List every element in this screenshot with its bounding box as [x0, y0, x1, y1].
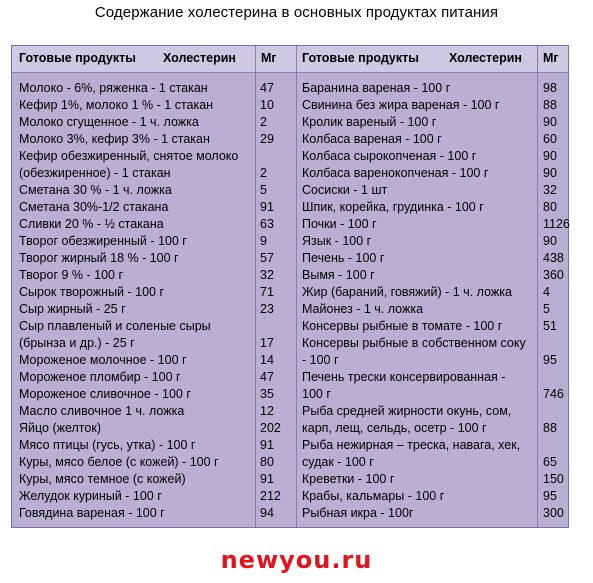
cholesterol-value	[543, 437, 570, 454]
product-name: судак - 100 г	[302, 455, 374, 469]
cholesterol-value: 10	[260, 98, 274, 112]
cholesterol-value: 47	[260, 370, 274, 384]
product-name: Творог 9 % - 100 г	[19, 268, 124, 282]
cholesterol-value: 47	[260, 81, 274, 95]
cholesterol-value	[543, 369, 570, 386]
cholesterol-value	[260, 148, 281, 165]
product-name: Вымя - 100 г	[302, 268, 375, 282]
cholesterol-value: 4	[543, 285, 550, 299]
cholesterol-value: 29	[260, 132, 274, 146]
right-mg-column	[543, 80, 570, 522]
product-name: Колбаса сырокопченая - 100 г	[302, 149, 477, 163]
product-name: Жир (бараний, говяжий) - 1 ч. ложка	[302, 285, 512, 299]
right-product-column	[302, 80, 526, 522]
product-name: Желудок куриный - 100 г	[19, 489, 162, 503]
product-name: Рыба средней жирности окунь, сом,	[302, 404, 512, 418]
cholesterol-value: 90	[543, 115, 557, 129]
product-name: Творог обезжиренный - 100 г	[19, 234, 187, 248]
product-name: Куры, мясо темное (с кожей)	[19, 472, 186, 486]
product-name: Консервы рыбные в собственном соку	[302, 336, 526, 350]
header-right-cholesterol: Холестерин	[449, 51, 522, 65]
cholesterol-value: 12	[260, 404, 274, 418]
cholesterol-value: 9	[260, 234, 267, 248]
product-name: Кефир обезжиренный, снятое молоко	[19, 149, 239, 163]
cholesterol-value: 2	[260, 115, 267, 129]
product-name: Яйцо (желток)	[19, 421, 101, 435]
page-title: Содержание холестерина в основных продуктах питания	[94, 4, 499, 21]
header-right-product: Готовые продукты	[302, 51, 419, 65]
cholesterol-value: 90	[543, 149, 557, 163]
cholesterol-value: 5	[543, 302, 550, 316]
cholesterol-value: 88	[543, 98, 557, 112]
product-name: Почки - 100 г	[302, 217, 377, 231]
cholesterol-value: 80	[543, 200, 557, 214]
product-name: Говядина вареная - 100 г	[19, 506, 165, 520]
product-name: Майонез - 1 ч. ложка	[302, 302, 424, 316]
product-name: Мороженое молочное - 100 г	[19, 353, 187, 367]
product-name: Рыба нежирная – треска, навага, хек,	[302, 438, 521, 452]
cholesterol-value: 300	[543, 506, 564, 520]
product-name: Масло сливочное 1 ч. ложка	[19, 404, 185, 418]
cholesterol-value: 23	[260, 302, 274, 316]
product-name: Колбаса варенокопченая - 100 г	[302, 166, 489, 180]
site-logo: newyou.ru	[220, 546, 373, 574]
product-name: Мясо птицы (гусь, утка) - 100 г	[19, 438, 196, 452]
product-name: Сливки 20 % - ½ стакана	[19, 217, 164, 231]
cholesterol-value: 71	[260, 285, 274, 299]
product-name: Кефир 1%, молоко 1 % - 1 стакан	[19, 98, 214, 112]
product-name: Шпик, корейка, грудинка - 100 г	[302, 200, 484, 214]
cholesterol-value: 1126	[543, 217, 570, 231]
cholesterol-value: 32	[260, 268, 274, 282]
product-name: Мороженое пломбир - 100 г	[19, 370, 181, 384]
product-name: Сосиски - 1 шт	[302, 183, 388, 197]
cholesterol-value: 32	[543, 183, 557, 197]
product-name: Куры, мясо белое (с кожей) - 100 г	[19, 455, 219, 469]
cholesterol-value: 91	[260, 472, 274, 486]
cholesterol-value: 60	[543, 132, 557, 146]
cholesterol-value: 438	[543, 251, 564, 265]
product-name: Консервы рыбные в томате - 100 г	[302, 319, 503, 333]
product-name: 100 г	[302, 387, 331, 401]
cholesterol-value: 90	[543, 166, 557, 180]
cholesterol-value: 2	[260, 166, 267, 180]
cholesterol-value: 35	[260, 387, 274, 401]
column-divider	[537, 46, 538, 527]
header-right-mg: Мг	[543, 51, 559, 65]
cholesterol-value: 98	[543, 81, 557, 95]
product-name: Свинина без жира вареная - 100 г	[302, 98, 500, 112]
product-name: Сырок творожный - 100 г	[19, 285, 165, 299]
product-name: Молоко сгущенное - 1 ч. ложка	[19, 115, 199, 129]
product-name: - 100 г	[302, 353, 339, 367]
product-name: Молоко - 6%, ряженка - 1 стакан	[19, 81, 208, 95]
product-name: Кролик вареный - 100 г	[302, 115, 437, 129]
left-product-column	[19, 80, 238, 522]
cholesterol-value: 65	[543, 455, 557, 469]
product-name: Молоко 3%, кефир 3% - 1 стакан	[19, 132, 210, 146]
cholesterol-value: 360	[543, 268, 564, 282]
product-name: Язык - 100 г	[302, 234, 372, 248]
cholesterol-value: 5	[260, 183, 267, 197]
header-left-cholesterol: Холестерин	[163, 51, 236, 65]
cholesterol-value: 94	[260, 506, 274, 520]
header-left-product: Готовые продукты	[19, 51, 136, 65]
cholesterol-value: 14	[260, 353, 274, 367]
cholesterol-value: 88	[543, 421, 557, 435]
cholesterol-value: 63	[260, 217, 274, 231]
cholesterol-value: 80	[260, 455, 274, 469]
cholesterol-value: 57	[260, 251, 274, 265]
header-left-mg: Мг	[261, 51, 277, 65]
column-divider	[296, 46, 297, 527]
cholesterol-value: 95	[543, 353, 557, 367]
product-name: Творог жирный 18 % - 100 г	[19, 251, 179, 265]
cholesterol-value: 91	[260, 438, 274, 452]
product-name: (обезжиренное) - 1 стакан	[19, 166, 171, 180]
product-name: Сметана 30%-1/2 стакана	[19, 200, 169, 214]
cholesterol-value: 91	[260, 200, 274, 214]
cholesterol-value: 746	[543, 387, 564, 401]
cholesterol-value: 51	[543, 319, 557, 333]
product-name: Колбаса вареная - 100 г	[302, 132, 442, 146]
product-name: Крабы, кальмары - 100 г	[302, 489, 445, 503]
cholesterol-value: 95	[543, 489, 557, 503]
product-name: Креветки - 100 г	[302, 472, 395, 486]
cholesterol-value: 90	[543, 234, 557, 248]
product-name: Мороженое сливочное - 100 г	[19, 387, 191, 401]
column-divider	[255, 46, 256, 527]
cholesterol-value	[543, 335, 570, 352]
product-name: Сыр плавленый и соленые сыры	[19, 319, 211, 333]
product-name: Рыбная икра - 100г	[302, 506, 414, 520]
product-name: (брынза и др.) - 25 г	[19, 336, 135, 350]
left-mg-column	[260, 80, 281, 522]
cholesterol-value: 212	[260, 489, 281, 503]
product-name: карп, лещ, сельдь, осетр - 100 г	[302, 421, 487, 435]
cholesterol-value: 17	[260, 336, 274, 350]
cholesterol-value	[260, 318, 281, 335]
product-name: Баранина вареная - 100 г	[302, 81, 451, 95]
product-name: Сыр жирный - 25 г	[19, 302, 126, 316]
product-name: Печень трески консервированная -	[302, 370, 506, 384]
cholesterol-value: 150	[543, 472, 564, 486]
product-name: Печень - 100 г	[302, 251, 385, 265]
product-name: Сметана 30 % - 1 ч. ложка	[19, 183, 172, 197]
cholesterol-table	[11, 45, 569, 528]
cholesterol-value	[543, 403, 570, 420]
cholesterol-value: 202	[260, 421, 281, 435]
